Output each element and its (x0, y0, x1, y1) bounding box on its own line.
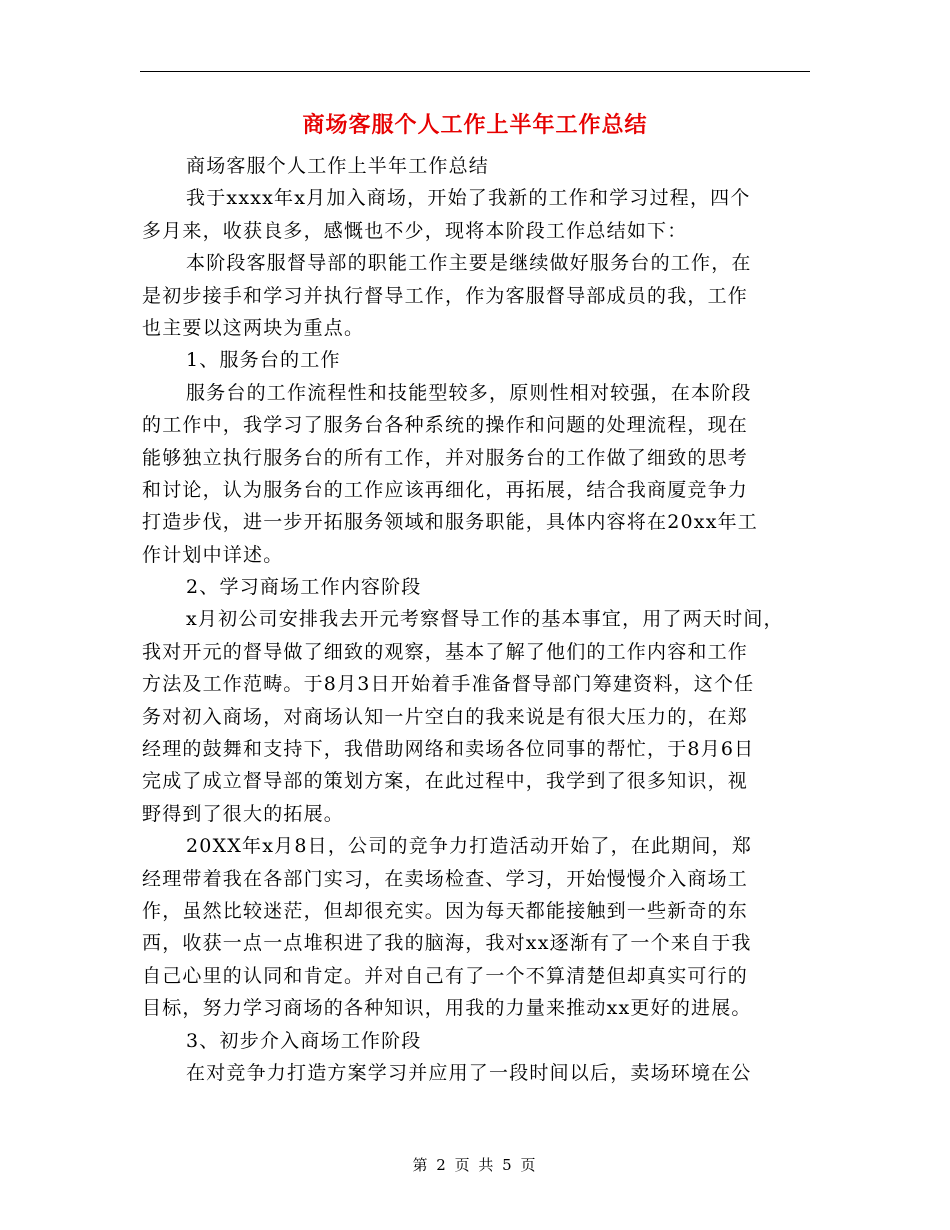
body-line: 的工作中，我学习了服务台各种系统的操作和问题的处理流程，现在 (142, 414, 749, 437)
body-line: 方法及工作范畴。于8月3日开始着手准备督导部门筹建资料，这个任 (142, 673, 755, 696)
body-line: 目标，努力学习商场的各种知识，用我的力量来推动xx更好的进展。 (142, 997, 752, 1020)
header-rule (140, 71, 810, 72)
body-line: 经理带着我在各部门实习，在卖场检查、学习，开始慢慢介入商场工 (142, 867, 749, 890)
body-line-subtitle: 商场客服个人工作上半年工作总结 (186, 155, 490, 177)
body-line: 我于xxxx年x月加入商场，开始了我新的工作和学习过程，四个 (186, 187, 751, 210)
body-line: 西，收获一点一点堆积进了我的脑海，我对xx逐渐有了一个来自于我 (142, 932, 752, 955)
body-line: 和讨论，认为服务台的工作应该再细化，再拓展，结合我商厦竞争力 (142, 478, 749, 501)
body-line: 作，虽然比较迷茫，但却很充实。因为每天都能接触到一些新奇的东 (142, 899, 749, 922)
section-heading-1: 1、服务台的工作 (186, 349, 341, 372)
body-line: 是初步接手和学习并执行督导工作，作为客服督导部成员的我，工作 (142, 284, 749, 307)
document-title: 商场客服个人工作上半年工作总结 (302, 113, 648, 138)
body-line: 完成了成立督导部的策划方案，在此过程中，我学到了很多知识，视 (142, 770, 749, 793)
body-line: 多月来，收获良多，感慨也不少，现将本阶段工作总结如下： (142, 219, 688, 242)
body-line: x月初公司安排我去开元考察督导工作的基本事宜，用了两天时间， (186, 608, 784, 631)
body-line: 经理的鼓舞和支持下，我借助网络和卖场各位同事的帮忙，于8月6日 (142, 738, 755, 761)
section-heading-3: 3、初步介入商场工作阶段 (186, 1029, 422, 1052)
body-line: 服务台的工作流程性和技能型较多，原则性相对较强，在本阶段 (186, 381, 752, 404)
body-line: 也主要以这两块为重点。 (142, 316, 365, 339)
body-line: 务对初入商场，对商场认知一片空白的我来说是有很大压力的，在郑 (142, 705, 749, 728)
document-body (142, 150, 810, 1089)
body-line: 能够独立执行服务台的所有工作，并对服务台的工作做了细致的思考 (142, 446, 749, 469)
body-line: 打造步伐，进一步开拓服务领域和服务职能，具体内容将在20xx年工 (142, 511, 759, 534)
body-line: 野得到了很大的拓展。 (142, 802, 345, 825)
body-line: 本阶段客服督导部的职能工作主要是继续做好服务台的工作，在 (186, 252, 752, 275)
body-line: 在对竞争力打造方案学习并应用了一段时间以后，卖场环境在公 (186, 1061, 752, 1084)
body-line: 作计划中详述。 (142, 543, 284, 566)
body-line: 我对开元的督导做了细致的观察，基本了解了他们的工作内容和工作 (142, 640, 749, 663)
body-line: 自己心里的认同和肯定。并对自己有了一个不算清楚但却真实可行的 (142, 964, 749, 987)
section-heading-2: 2、学习商场工作内容阶段 (186, 576, 422, 599)
page-number-footer: 第 2 页 共 5 页 (412, 1156, 538, 1174)
body-line: 20XX年x月8日，公司的竞争力打造活动开始了，在此期间，郑 (186, 835, 753, 858)
